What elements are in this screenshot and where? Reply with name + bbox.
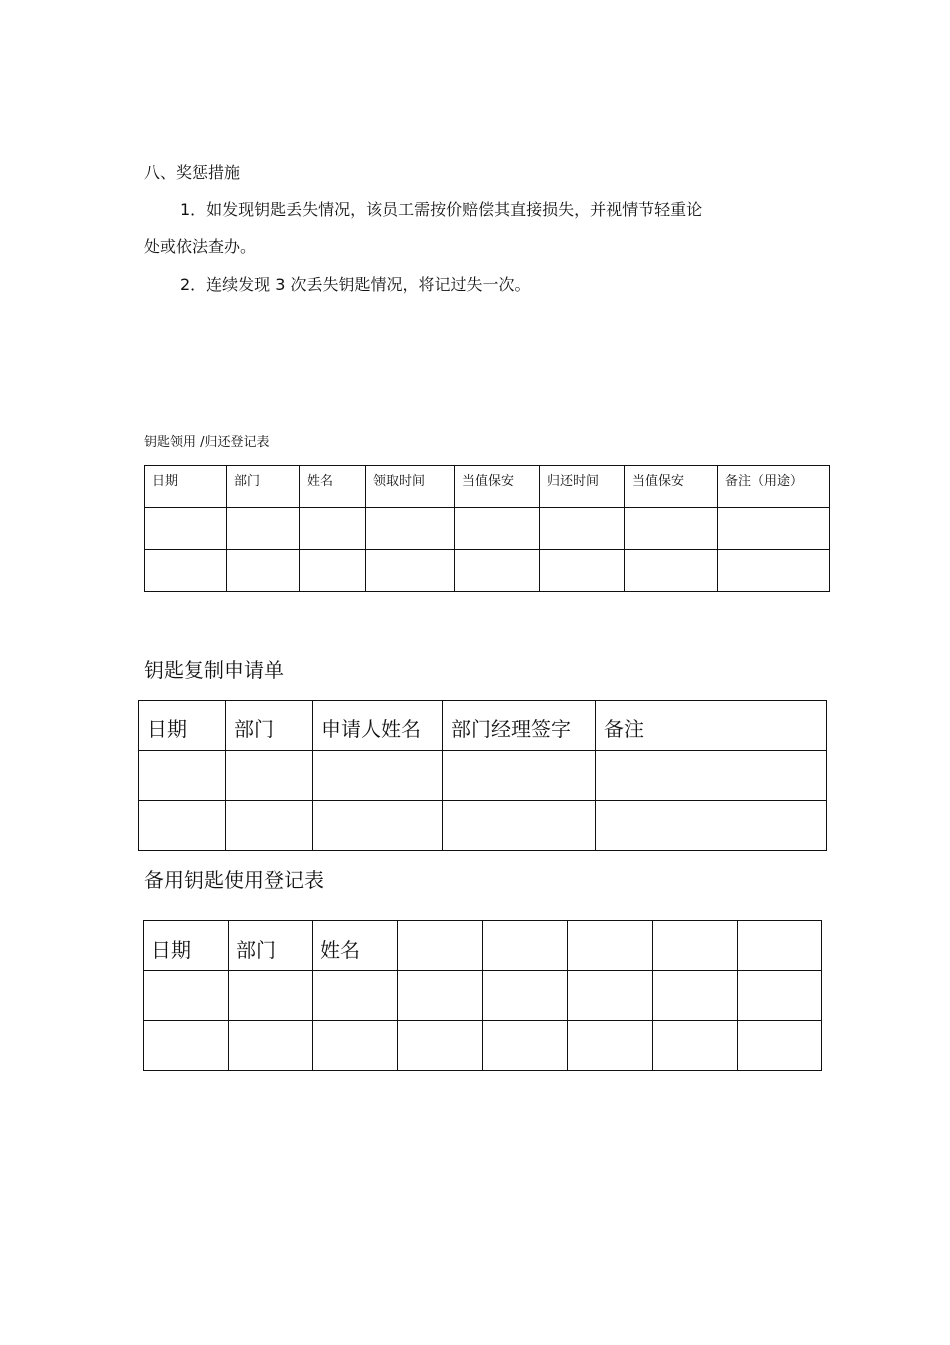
table-cell <box>313 971 398 1021</box>
header-cell: 部门 <box>226 701 313 751</box>
table-header-row <box>144 921 822 971</box>
table-cell <box>483 971 568 1021</box>
table-cell <box>455 508 540 550</box>
table-cell <box>229 1021 313 1071</box>
table-row <box>144 1021 822 1071</box>
table-row <box>144 971 822 1021</box>
table-cell <box>568 1021 653 1071</box>
table-cell <box>653 1021 738 1071</box>
table-row <box>139 751 827 801</box>
header-cell: 当值保安 <box>455 466 540 508</box>
rule-item-1-line-1: 1．如发现钥匙丢失情况，该员工需按价赔偿其直接损失，并视情节轻重论 <box>180 200 703 219</box>
table-row <box>145 508 830 550</box>
table-cell <box>738 1021 822 1071</box>
table-row <box>139 801 827 851</box>
table-cell <box>483 1021 568 1071</box>
table-cell <box>398 971 483 1021</box>
header-cell: 日期 <box>145 466 227 508</box>
header-cell: 归还时间 <box>540 466 625 508</box>
table-cell <box>313 1021 398 1071</box>
section-heading: 八、奖惩措施 <box>144 163 241 182</box>
table-cell <box>229 971 313 1021</box>
header-cell: 日期 <box>144 921 229 971</box>
rule-item-2: 2．连续发现 3 次丢失钥匙情况，将记过失一次。 <box>180 275 531 294</box>
table-cell <box>139 801 226 851</box>
table-cell <box>366 550 455 592</box>
table-cell <box>226 751 313 801</box>
header-cell: 部门 <box>229 921 313 971</box>
table-cell <box>139 751 226 801</box>
header-cell: 日期 <box>139 701 226 751</box>
table-cell <box>568 971 653 1021</box>
rule-item-1-line-2: 处或依法查办。 <box>144 237 257 256</box>
spare-key-usage-table <box>143 920 822 1071</box>
table-cell <box>398 1021 483 1071</box>
key-loan-table-caption: 钥匙领用 /归还登记表 <box>144 435 270 450</box>
key-loan-return-table <box>144 465 830 592</box>
header-cell: 姓名 <box>300 466 366 508</box>
table-cell <box>738 971 822 1021</box>
table-cell <box>718 508 830 550</box>
spare-key-table-caption: 备用钥匙使用登记表 <box>144 868 324 892</box>
header-cell <box>653 921 738 971</box>
header-cell: 部门 <box>227 466 300 508</box>
table-cell <box>366 508 455 550</box>
table-cell <box>300 550 366 592</box>
table-cell <box>443 801 596 851</box>
table-cell <box>625 550 718 592</box>
table-cell <box>144 971 229 1021</box>
header-cell: 当值保安 <box>625 466 718 508</box>
key-copy-request-table <box>138 700 827 851</box>
header-cell: 备注 <box>596 701 827 751</box>
header-cell <box>568 921 653 971</box>
table-cell <box>313 751 443 801</box>
table-cell <box>625 508 718 550</box>
table-cell <box>596 751 827 801</box>
table-cell <box>227 550 300 592</box>
table-cell <box>300 508 366 550</box>
header-cell: 部门经理签字 <box>443 701 596 751</box>
table-cell <box>145 508 227 550</box>
header-cell: 申请人姓名 <box>313 701 443 751</box>
key-copy-form-caption: 钥匙复制申请单 <box>144 658 284 682</box>
table-cell <box>718 550 830 592</box>
table-cell <box>540 508 625 550</box>
table-header-row <box>139 701 827 751</box>
table-cell <box>540 550 625 592</box>
table-header-row <box>145 466 830 508</box>
table-cell <box>596 801 827 851</box>
table-cell <box>455 550 540 592</box>
table-cell <box>653 971 738 1021</box>
header-cell <box>483 921 568 971</box>
table-cell <box>443 751 596 801</box>
table-cell <box>226 801 313 851</box>
header-cell: 备注（用途） <box>718 466 830 508</box>
header-cell: 姓名 <box>313 921 398 971</box>
table-cell <box>144 1021 229 1071</box>
table-cell <box>313 801 443 851</box>
table-row <box>145 550 830 592</box>
header-cell: 领取时间 <box>366 466 455 508</box>
header-cell <box>398 921 483 971</box>
table-cell <box>145 550 227 592</box>
table-cell <box>227 508 300 550</box>
header-cell <box>738 921 822 971</box>
